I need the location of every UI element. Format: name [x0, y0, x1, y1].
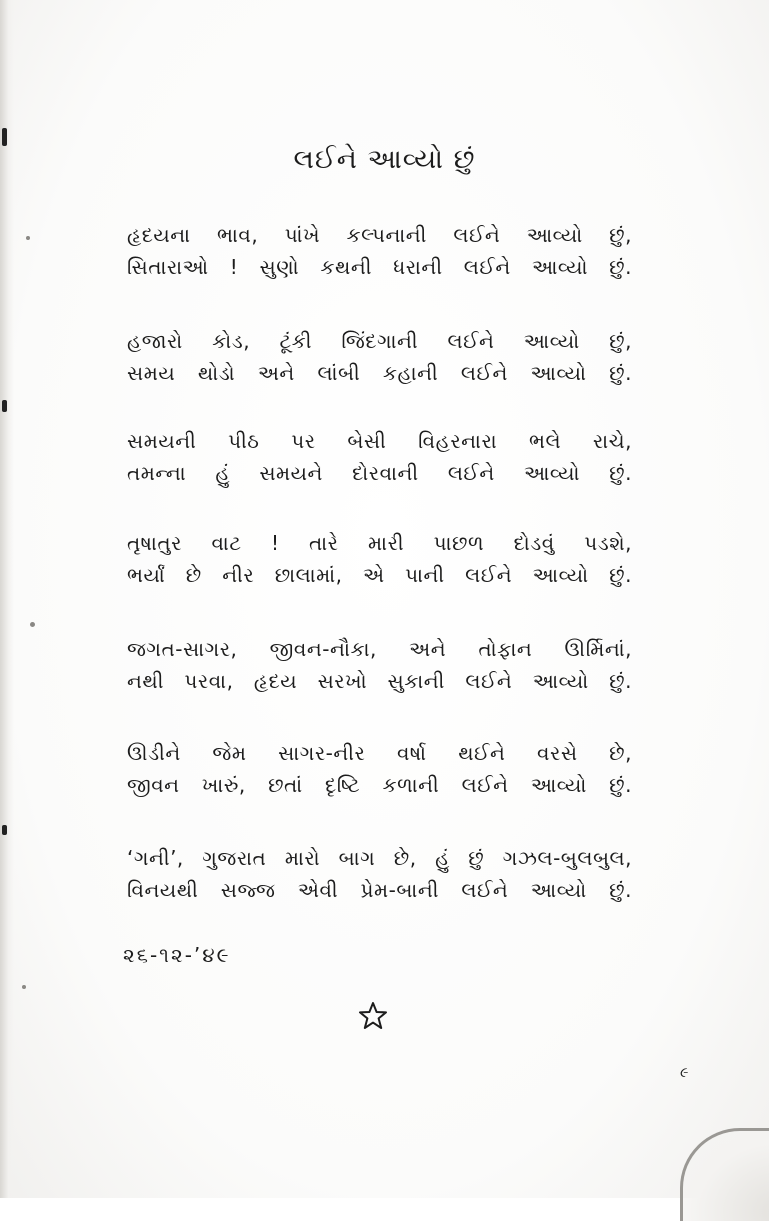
poem-line: તમન્ના હું સમયને દોરવાની લઈને આવ્યો છું.	[127, 461, 632, 485]
poem-line: જગત-સાગર, જીવન-નૌકા, અને તોફાન ઊર્મિનાં,	[127, 637, 632, 661]
poem-line: ઊડીને જેમ સાગર-નીર વર્ષા થઈને વરસે છે,	[127, 741, 632, 765]
poem-date: ૨૬-૧૨-’૪૯	[123, 943, 231, 967]
poem-line: વિનયથી સજ્જ એવી પ્રેમ-બાની લઈને આવ્યો છું.	[127, 878, 632, 902]
stanza	[127, 325, 632, 389]
stanza	[127, 219, 632, 283]
poem-line: સમયની પીઠ પર બેસી વિહરનારા ભલે રાચે,	[127, 429, 632, 453]
poem-title: લઈને આવ્યો છું	[293, 144, 476, 175]
stanza	[127, 527, 632, 591]
poem-line: જીવન ખારું, છતાં દૃષ્ટિ કળાની લઈને આવ્યો છું.	[127, 773, 632, 797]
page-corner-curl	[680, 1128, 769, 1221]
poem-line: હૃદયના ભાવ, પાંખે કલ્પનાની લઈને આવ્યો છું,	[127, 223, 632, 247]
poem-line: ‘ગની’, ગુજરાત મારો બાગ છે, હું છું ગઝલ-બુલબુલ,	[127, 846, 632, 870]
paper-speck	[26, 236, 30, 240]
poem-line: ભર્યાં છે નીર છાલામાં, એ પાની લઈને આવ્યો છું.	[127, 563, 632, 587]
paper-speck	[30, 622, 35, 627]
binding-mark	[2, 825, 7, 835]
page-number: ૯	[679, 1065, 688, 1081]
paper-speck	[22, 985, 26, 989]
star-outline-icon	[357, 1000, 389, 1032]
poem-line: સિતારાઓ ! સુણો કથની ધરાની લઈને આવ્યો છું.	[127, 255, 632, 279]
poem-line: સમય થોડો અને લાંબી કહાની લઈને આવ્યો છું.	[127, 361, 632, 385]
poem-line: તૃષાતુર વાટ ! તારે મારી પાછળ દોડવું પડશે,	[127, 531, 632, 555]
stanza	[127, 633, 632, 697]
stanza	[127, 737, 632, 801]
stanza	[127, 842, 632, 906]
stanza	[127, 425, 632, 489]
binding-mark	[2, 400, 7, 412]
poem-line: નથી પરવા, હૃદય સરખો સુકાની લઈને આવ્યો છું.	[127, 669, 632, 693]
poem-line: હજારો કોડ, ટૂંકી જિંદગાની લઈને આવ્યો છું,	[127, 329, 632, 353]
